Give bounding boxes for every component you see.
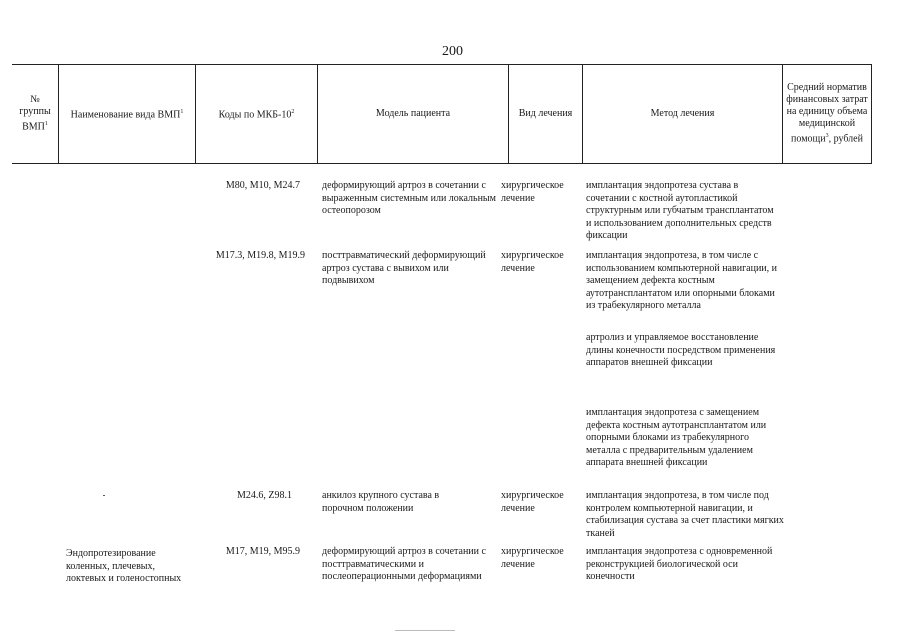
header-vmp-name-text: Наименование вида ВМП	[70, 109, 181, 121]
header-group-no	[12, 65, 58, 163]
row-2-method-1: имплантация эндопротеза, в том числе с использованием компьютерной навигации, и замещением дефекта костным аутотрансплантатом или опорными блоками из трабекулярного металла	[586, 250, 778, 311]
row-4-model: деформирующий артроз в сочетании с посттравматическими и послеоперационными деформациями	[322, 546, 486, 582]
row-1-codes: M80, M10, M24.7	[225, 180, 300, 191]
header-treatment-method	[582, 65, 782, 163]
row-4-codes: M17, M19, M95.9	[225, 546, 300, 557]
header-cost-text: Средний норматив финансовых затрат на единицу объема медицинской помощи	[786, 82, 868, 145]
scan-speck	[395, 630, 455, 631]
row-2-type: хирургическое лечение	[501, 250, 564, 274]
row-3-method-1: имплантация эндопротеза, в том числе под контролем компьютерной навигации, и стабилизация сустава за счет пластики мягких тканей	[586, 490, 784, 539]
table-header	[12, 64, 872, 164]
row-3-model: анкилоз крупного сустава в порочном положении	[322, 490, 440, 514]
row-2-method-2: артролиз и управляемое восстановление длины конечности посредством применения аппаратов внешней фиксации	[586, 332, 776, 368]
row-2-method-3: имплантация эндопротеза с замещением дефекта костным аутотрансплантатом или опорными блоками из трабекулярного металла с предварительным удалением аппарата внешней фиксации	[586, 407, 767, 468]
header-vmp-name-sup: 1	[180, 109, 184, 116]
header-icd-codes	[195, 65, 317, 163]
header-patient-model	[317, 65, 508, 163]
row-1-type: хирургическое лечение	[501, 180, 564, 204]
header-treatment-method-text: Метод лечения	[650, 108, 715, 119]
header-icd-codes-text: Коды по МКБ-10	[218, 109, 292, 121]
header-cost	[782, 65, 872, 163]
header-vmp-name	[58, 65, 195, 163]
row-1-model: деформирующий артроз в сочетании с выраженным системным или локальным остеопорозом	[322, 180, 496, 216]
header-cost-suffix: , рублей	[828, 133, 863, 145]
header-icd-codes-sup: 2	[291, 109, 295, 116]
row-1-method-1: имплантация эндопротеза сустава в сочетании с костной аутопластикой структурным или губчатым трансплантатом и использованием дополнительных средств фиксации	[586, 180, 774, 241]
row-4-method-1: имплантация эндопротеза с одновременной реконструкцией биологической оси конечности	[586, 546, 773, 582]
header-cost-sup: 3	[825, 133, 829, 140]
header-treatment-type	[508, 65, 582, 163]
header-patient-model-text: Модель пациента	[375, 108, 451, 119]
header-treatment-type-text: Вид лечения	[518, 108, 573, 119]
row-2-model: посттравматический деформирующий артроз сустава с вывихом или подвывихом	[322, 250, 486, 286]
page-number: 200	[442, 44, 463, 59]
header-group-no-text: № группы ВМП	[19, 94, 51, 133]
row-4-vmp-name: Эндопротезирование коленных, плечевых, локтевых и голеностопных	[66, 548, 182, 584]
row-4-type: хирургическое лечение	[501, 546, 564, 570]
row-3-type: хирургическое лечение	[501, 490, 564, 514]
row-3-codes: M24.6, Z98.1	[237, 490, 292, 501]
row-2-codes: M17.3, M19.8, M19.9	[215, 250, 305, 261]
header-group-no-sup: 1	[44, 121, 48, 128]
scan-speck	[103, 495, 105, 496]
